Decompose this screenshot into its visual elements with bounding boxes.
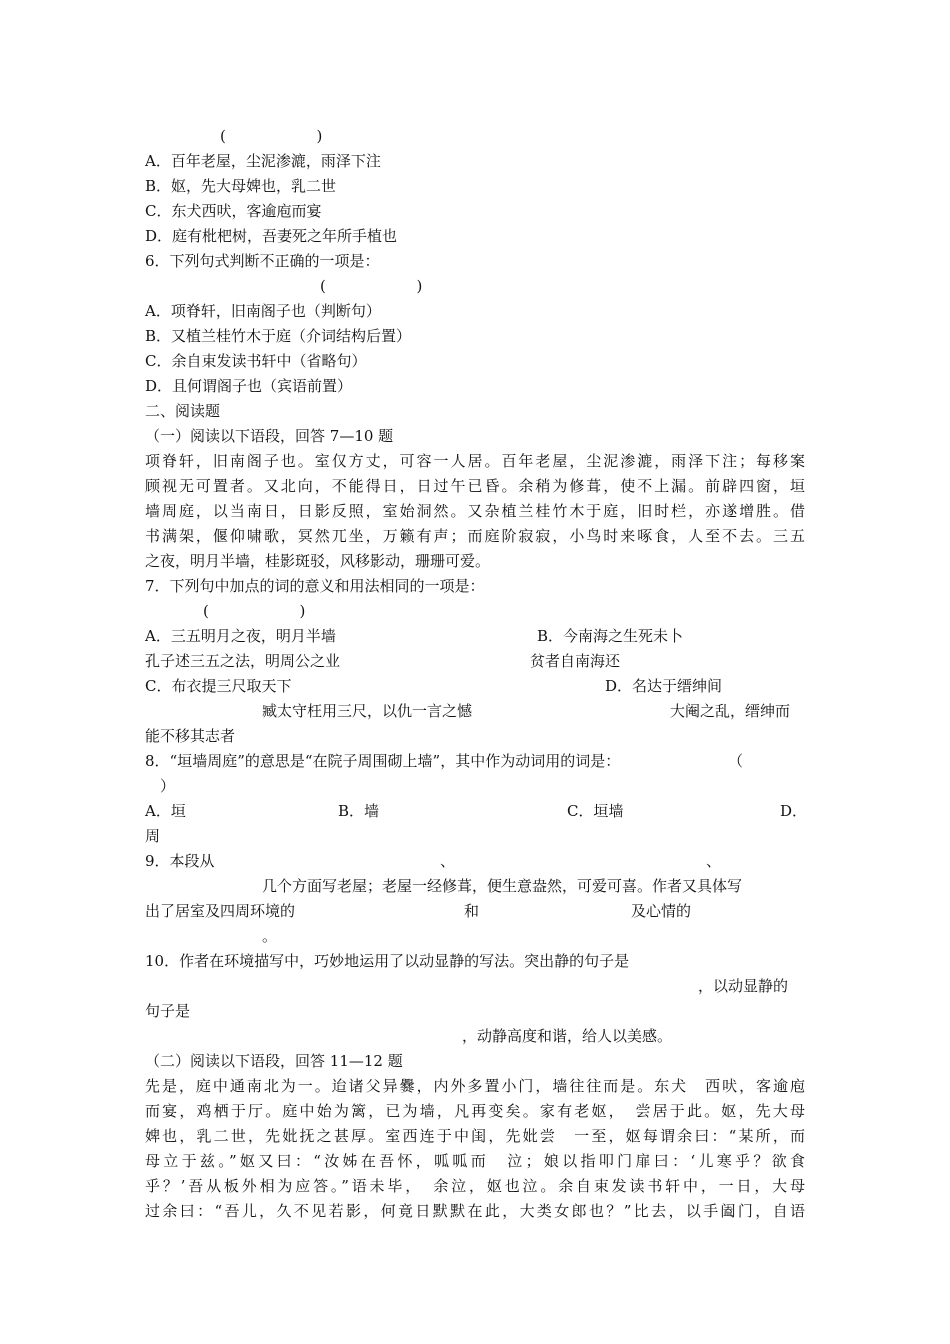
q8-paren-open: （ [728, 752, 744, 770]
q5-option-a: A．百年老屋，尘泥渗漉，雨泽下注 [145, 152, 381, 170]
q7-option-a-line1: A．三五明月之夜，明月半墙 [145, 627, 336, 645]
q7-option-d-line3: 能不移其志者 [145, 727, 236, 745]
q5-answer-paren: ( ) [220, 127, 323, 145]
q9-line3-c: 及心情的 [631, 902, 692, 920]
section-title: 二、阅读题 [145, 402, 221, 420]
q6-option-d: D．且何谓阁子也（宾语前置） [145, 377, 353, 395]
passage1-line: 项脊轩，旧南阁子也。室仅方丈，可容一人居。百年老屋，尘泥渗漉，雨泽下注；每移案 [145, 452, 805, 470]
passage1-line: 之夜，明月半墙，桂影斑驳，风移影动，珊珊可爱。 [145, 552, 491, 570]
q9-line2: 几个方面写老屋；老屋一经修葺，便生意盎然，可爱可喜。作者又具体写 [262, 877, 743, 895]
q10-mid: ，以动显静的 [698, 977, 789, 995]
q7-option-c-line1: C．布衣提三尺取天下 [145, 677, 292, 695]
q7-option-d-line2: 大阉之乱，缙绅而 [670, 702, 791, 720]
passage1-line: 墙周庭，以当南日，日影反照，室始洞然。又杂植兰桂竹木于庭，旧时栏，亦遂增胜。借 [145, 502, 805, 520]
q9-end: 。 [262, 927, 278, 945]
q9-stem: 9．本段从 [145, 852, 215, 870]
q5-option-b: B．妪，先大母婢也，乳二世 [145, 177, 337, 195]
q6-option-b: B．又植兰桂竹木于庭（介词结构后置） [145, 327, 412, 345]
passage2-line: 而宴，鸡栖于厅。庭中始为篱，已为墙，凡再变矣。家有老妪， 尝居于此。妪，先大母 [145, 1102, 805, 1120]
q9-separator: 、 [440, 852, 456, 870]
q8-option-c: C．垣墙 [567, 802, 624, 820]
q10-label: 句子是 [145, 1002, 191, 1020]
q8-option-d: D． [780, 802, 808, 820]
q7-stem: 7．下列句中加点的词的意义和用法相同的一项是： [145, 577, 485, 595]
q6-option-a: A．项脊轩，旧南阁子也（判断句） [145, 302, 381, 320]
passage1-line: 顾视无可置者。又北向，不能得日，日过午已昏。余稍为修葺，使不上漏。前辟四窗，垣 [145, 477, 805, 495]
q9-line3-a: 出了居室及四周环境的 [145, 902, 296, 920]
q9-line3-b: 和 [464, 902, 480, 920]
q7-option-b-line2: 贫者自南海还 [530, 652, 621, 670]
part1-intro: （一）阅读以下语段，回答 7—10 题 [145, 427, 394, 445]
q7-option-b-line1: B．今南海之生死未卜 [537, 627, 684, 645]
q6-answer-paren: ( ) [320, 277, 423, 295]
passage2-line: 先是，庭中通南北为一。迨诸父异爨，内外多置小门，墙往往而是。东犬 西吠，客逾庖 [145, 1077, 805, 1095]
q8-paren-close: ） [160, 777, 176, 795]
q8-option-a: A．垣 [145, 802, 186, 820]
q7-option-a-line2: 孔子述三五之法，明周公之业 [145, 652, 341, 670]
q8-stem: 8．“垣墙周庭”的意思是“在院子周围砌上墙”，其中作为动词用的词是： [145, 752, 621, 770]
q7-option-d-line1: D．名达于缙绅间 [605, 677, 723, 695]
q5-option-d: D．庭有枇杷树，吾妻死之年所手植也 [145, 227, 398, 245]
q9-separator: 、 [706, 852, 722, 870]
q7-answer-paren: ( ) [203, 602, 306, 620]
q8-option-d-cont: 周 [145, 827, 161, 845]
passage2-line: 母立于兹。”妪又曰：“汝姊在吾怀，呱呱而 泣；娘以指叩门扉曰：‘儿寒乎？欲食 [145, 1152, 805, 1170]
q10-stem: 10．作者在环境描写中，巧妙地运用了以动显静的写法。突出静的句子是 [145, 952, 630, 970]
q8-option-b: B．墙 [338, 802, 380, 820]
q6-stem: 6．下列句式判断不正确的一项是： [145, 252, 380, 270]
passage2-line: 过余曰：“吾儿，久不见若影，何竟日默默在此，大类女郎也？”比去，以手阖门，自语 [145, 1202, 805, 1220]
q7-option-c-line2: 臧太守枉用三尺，以仇一言之憾 [262, 702, 473, 720]
q10-end: ，动静高度和谐，给人以美感。 [462, 1027, 673, 1045]
passage2-line: 乎？’吾从板外相为应答。”语未毕， 余泣，妪也泣。余自束发读书轩中，一日，大母 [145, 1177, 805, 1195]
q6-option-c: C．余自束发读书轩中（省略句） [145, 352, 367, 370]
passage1-line: 书满架，偃仰啸歌，冥然兀坐，万籁有声；而庭阶寂寂，小鸟时来啄食，人至不去。三五 [145, 527, 805, 545]
passage2-line: 婢也，乳二世，先妣抚之甚厚。室西连于中闺，先妣尝 一至，妪每谓余曰：“某所，而 [145, 1127, 805, 1145]
q5-option-c: C．东犬西吠，客逾庖而宴 [145, 202, 322, 220]
part2-intro: （二）阅读以下语段，回答 11—12 题 [145, 1052, 403, 1070]
